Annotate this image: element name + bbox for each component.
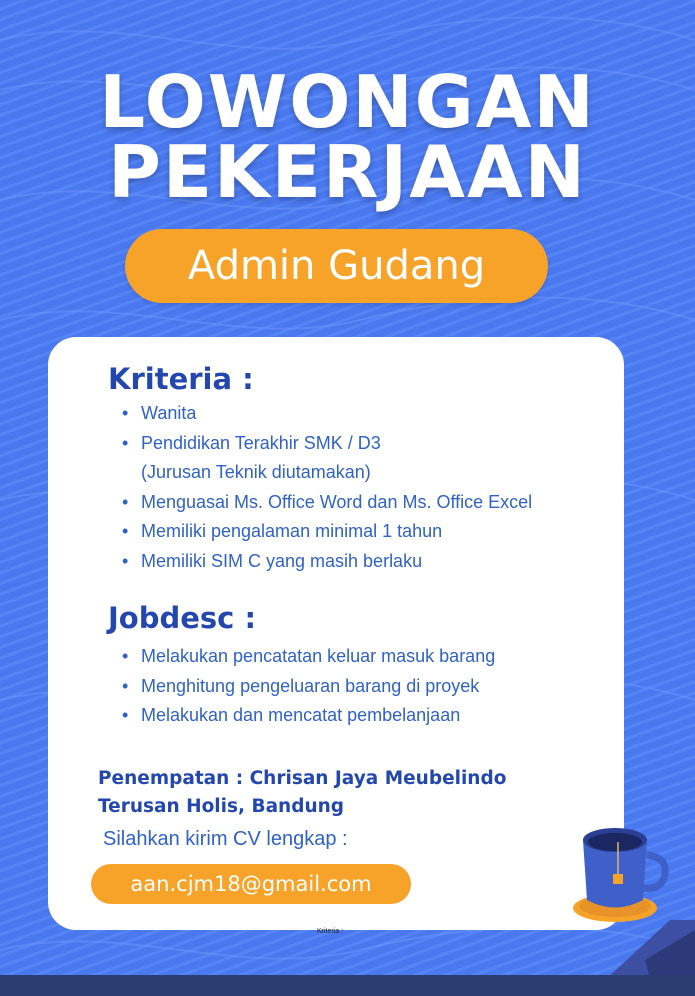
email-address[interactable]: aan.cjm18@gmail.com xyxy=(91,864,411,904)
bottom-bar xyxy=(0,975,695,996)
list-item: • Wanita xyxy=(122,399,532,429)
send-cv-text: Silahkan kirim CV lengkap : xyxy=(103,828,348,850)
title-line-1: LOWONGAN xyxy=(99,60,596,144)
kriteria-list xyxy=(122,399,532,576)
list-item: • Menguasai Ms. Office Word dan Ms. Office Excel xyxy=(122,488,532,518)
placement-line-2: Terusan Holis, Bandung xyxy=(98,796,345,817)
desk-illustration xyxy=(560,800,695,996)
list-item: • Pendidikan Terakhir SMK / D3 xyxy=(122,429,532,459)
jobdesc-heading: Jobdesc : xyxy=(108,601,257,635)
small-caption: Kriteria : xyxy=(317,928,344,935)
coffee-cup-icon xyxy=(573,828,665,922)
list-item: • Melakukan pencatatan keluar masuk barang xyxy=(122,642,495,672)
jobdesc-list xyxy=(122,642,495,731)
list-item-continuation: (Jurusan Teknik diutamakan) xyxy=(141,462,371,482)
list-item: • Memiliki pengalaman minimal 1 tahun xyxy=(122,517,532,547)
list-item: • Memiliki SIM C yang masih berlaku xyxy=(122,547,532,577)
title-line-2: PEKERJAAN xyxy=(108,130,587,214)
list-item: • Menghitung pengeluaran barang di proyek xyxy=(122,672,495,702)
position-badge: Admin Gudang xyxy=(125,229,548,303)
kriteria-heading: Kriteria : xyxy=(108,362,254,396)
placement-line-1: Penempatan : Chrisan Jaya Meubelindo xyxy=(98,768,507,789)
list-item: • Melakukan dan mencatat pembelanjaan xyxy=(122,701,495,731)
